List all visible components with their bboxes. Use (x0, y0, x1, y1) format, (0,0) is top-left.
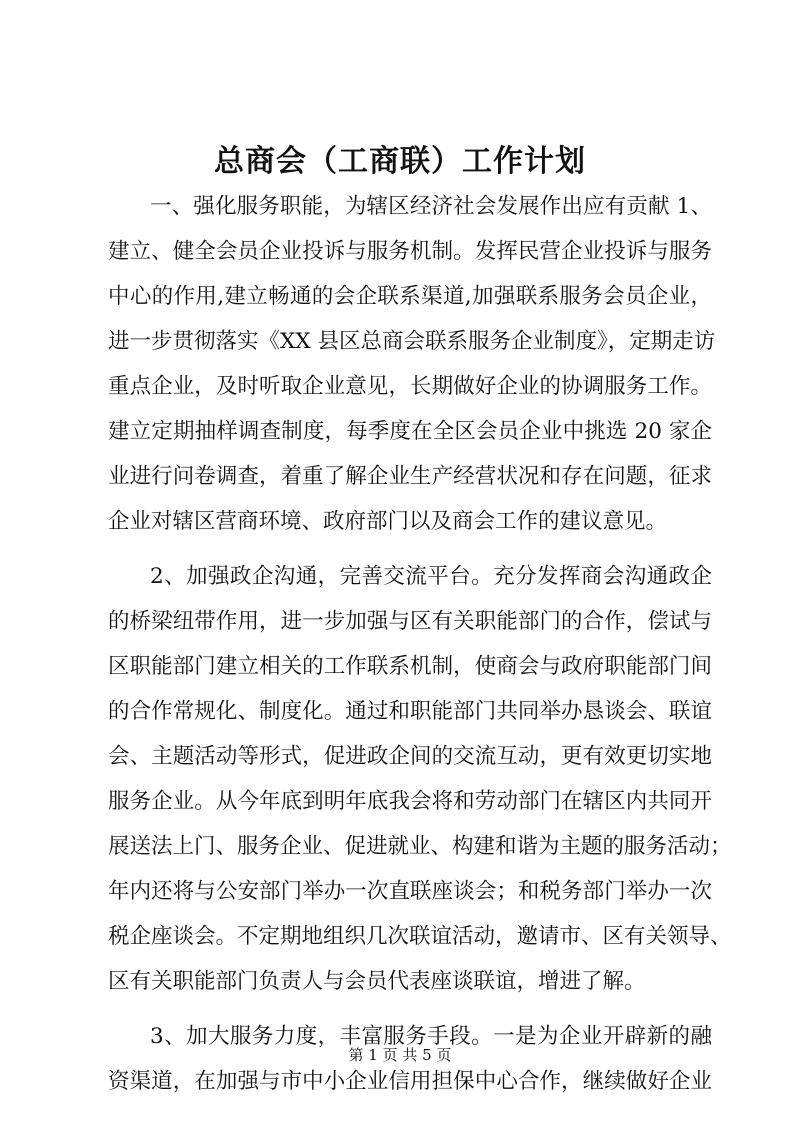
text-line: 税企座谈会。不定期地组织几次联谊活动，邀请市、区有关领导、 (108, 924, 732, 949)
text-line: 建立、健全会员企业投诉与服务机制。发挥民营企业投诉与服务 (108, 239, 712, 264)
paragraph-2 (108, 554, 732, 1004)
text-line: 会、主题活动等形式，促进政企间的交流互动，更有效更切实地 (108, 744, 712, 769)
text-line: 服务企业。从今年底到明年底我会将和劳动部门在辖区内共同开 (108, 789, 712, 814)
document-body (108, 184, 732, 1104)
text-line: 业进行问卷调查，着重了解企业生产经营状况和存在问题，征求 (108, 464, 712, 489)
page-footer: 第 1 页 共 5 页 (348, 1046, 452, 1064)
text-line: 进一步贯彻落实《XX 县区总商会联系服务企业制度》，定期走访 (108, 329, 716, 354)
text-line: 展送法上门、服务企业、促进就业、构建和谐为主题的服务活动； (108, 834, 732, 859)
text-line: 企业对辖区营商环境、政府部门以及商会工作的建议意见。 (108, 509, 668, 534)
text-line: 一、强化服务职能，为辖区经济社会发展作出应有贡献 1、 (150, 194, 712, 219)
text-line: 的桥梁纽带作用，进一步加强与区有关职能部门的合作，偿试与 (108, 609, 712, 634)
text-line: 重点企业，及时听取企业意见，长期做好企业的协调服务工作。 (108, 374, 712, 399)
text-line: 年内还将与公安部门举办一次直联座谈会；和税务部门举办一次 (108, 879, 712, 904)
text-line: 资渠道，在加强与市中小企业信用担保中心合作，继续做好企业 (108, 1069, 712, 1094)
paragraph-gap (108, 1004, 712, 1014)
paragraph-gap (108, 544, 712, 554)
text-line: 中心的作用,建立畅通的会企联系渠道,加强联系服务会员企业， (108, 284, 712, 309)
text-line: 的合作常规化、制度化。通过和职能部门共同举办恳谈会、联谊 (108, 699, 712, 724)
text-line: 区有关职能部门负责人与会员代表座谈联谊，增进了解。 (108, 969, 646, 994)
text-line: 区职能部门建立相关的工作联系机制，使商会与政府职能部门间 (108, 654, 712, 679)
paragraph-1 (108, 184, 716, 544)
text-line: 2、加强政企沟通，完善交流平台。充分发挥商会沟通政企 (150, 564, 712, 589)
page-title: 总商会（工商联）工作计划 (214, 144, 586, 179)
text-line: 建立定期抽样调查制度，每季度在全区会员企业中挑选 20 家企 (108, 419, 712, 444)
text-line: 3、加大服务力度，丰富服务手段。一是为企业开辟新的融 (150, 1024, 712, 1049)
